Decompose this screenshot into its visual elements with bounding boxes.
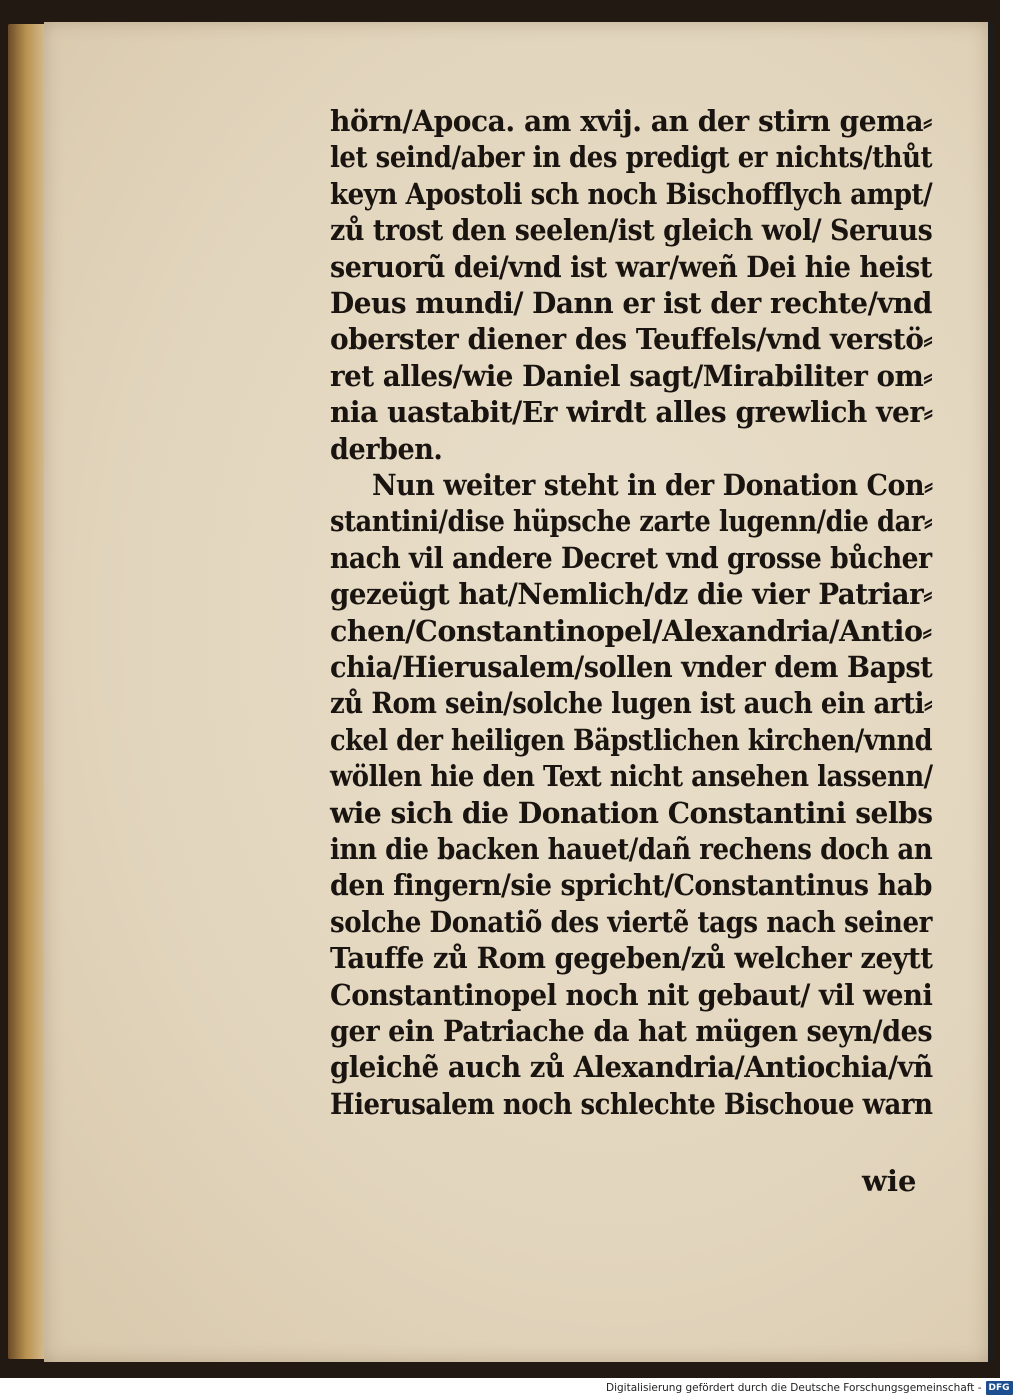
text-line: ckel der heiligen Bäpstlichen kirchen/vnnd <box>330 722 933 757</box>
text-line: inn die backen hauet/dañ rechens doch an <box>330 832 933 866</box>
text-line: nia uastabit/Er wirdt alles grewlich ver⸗ <box>330 395 933 430</box>
text-line: oberster diener des Teuffels/vnd verstö⸗ <box>330 322 933 357</box>
text-line: chen/Constantinopel/Alexandria/Antio⸗ <box>330 613 932 648</box>
text-line: gezeügt hat/Nemlich/dz die vier Patriar⸗ <box>330 577 932 612</box>
text-line: zů trost den seelen/ist gleich wol/ Seruus <box>330 213 933 248</box>
text-line: Hierusalem noch schlechte Bischoue warn <box>330 1086 933 1121</box>
text-line: ger ein Patriache da hat mügen seyn/des <box>330 1014 933 1048</box>
text-line: den fingern/sie spricht/Constantinus hab <box>330 868 932 903</box>
text-line: ret alles/wie Daniel sagt/Mirabiliter om⸗ <box>330 358 933 393</box>
text-line: chia/Hierusalem/sollen vnder dem Bapst <box>330 650 933 684</box>
text-line: solche Donatiõ des viertẽ tags nach seiner <box>330 904 932 939</box>
text-line: Nun weiter steht in der Donation Con⸗ <box>372 468 933 502</box>
page-edge-strip <box>988 22 994 1362</box>
text-line: let seind/aber in des predigt er nichts/thůt <box>330 140 933 175</box>
book-spine <box>8 24 48 1359</box>
dfg-logo: DFG <box>986 1381 1013 1395</box>
text-line: wie sich die Donation Constantini selbs <box>330 795 933 830</box>
text-line: hörn/Apoca. am xvij. an der stirn gema⸗ <box>330 104 932 138</box>
text-line: zů Rom sein/solche lugen ist auch ein arti⸗ <box>330 686 933 721</box>
text-line: keyn Apostoli sch noch Bischofflych ampt/ <box>330 176 933 211</box>
text-line: gleichẽ auch zů Alexandria/Antiochia/vñ <box>330 1050 933 1085</box>
text-line: seruorũ dei/vnd ist war/weñ Dei hie heist <box>330 249 932 284</box>
text-line: nach vil andere Decret vnd grosse bůcher <box>330 540 932 575</box>
text-line: derben. <box>330 431 443 466</box>
text-line: Constantinopel noch nit gebaut/ vil weni <box>330 977 933 1012</box>
text-line: stantini/dise hüpsche zarte lugenn/die dar⸗ <box>330 504 933 539</box>
text-line: wöllen hie den Text nicht ansehen lassenn/ <box>330 759 933 794</box>
text-line: Deus mundi/ Dann er ist der rechte/vnd <box>330 286 932 320</box>
footer-credit: Digitalisierung gefördert durch die Deutsche Forschungsgemeinschaft - <box>606 1382 982 1394</box>
catchword: wie <box>862 1164 917 1198</box>
digitization-footer <box>606 1380 1013 1396</box>
text-line: Tauffe zů Rom gegeben/zů welcher zeytt <box>330 941 933 976</box>
